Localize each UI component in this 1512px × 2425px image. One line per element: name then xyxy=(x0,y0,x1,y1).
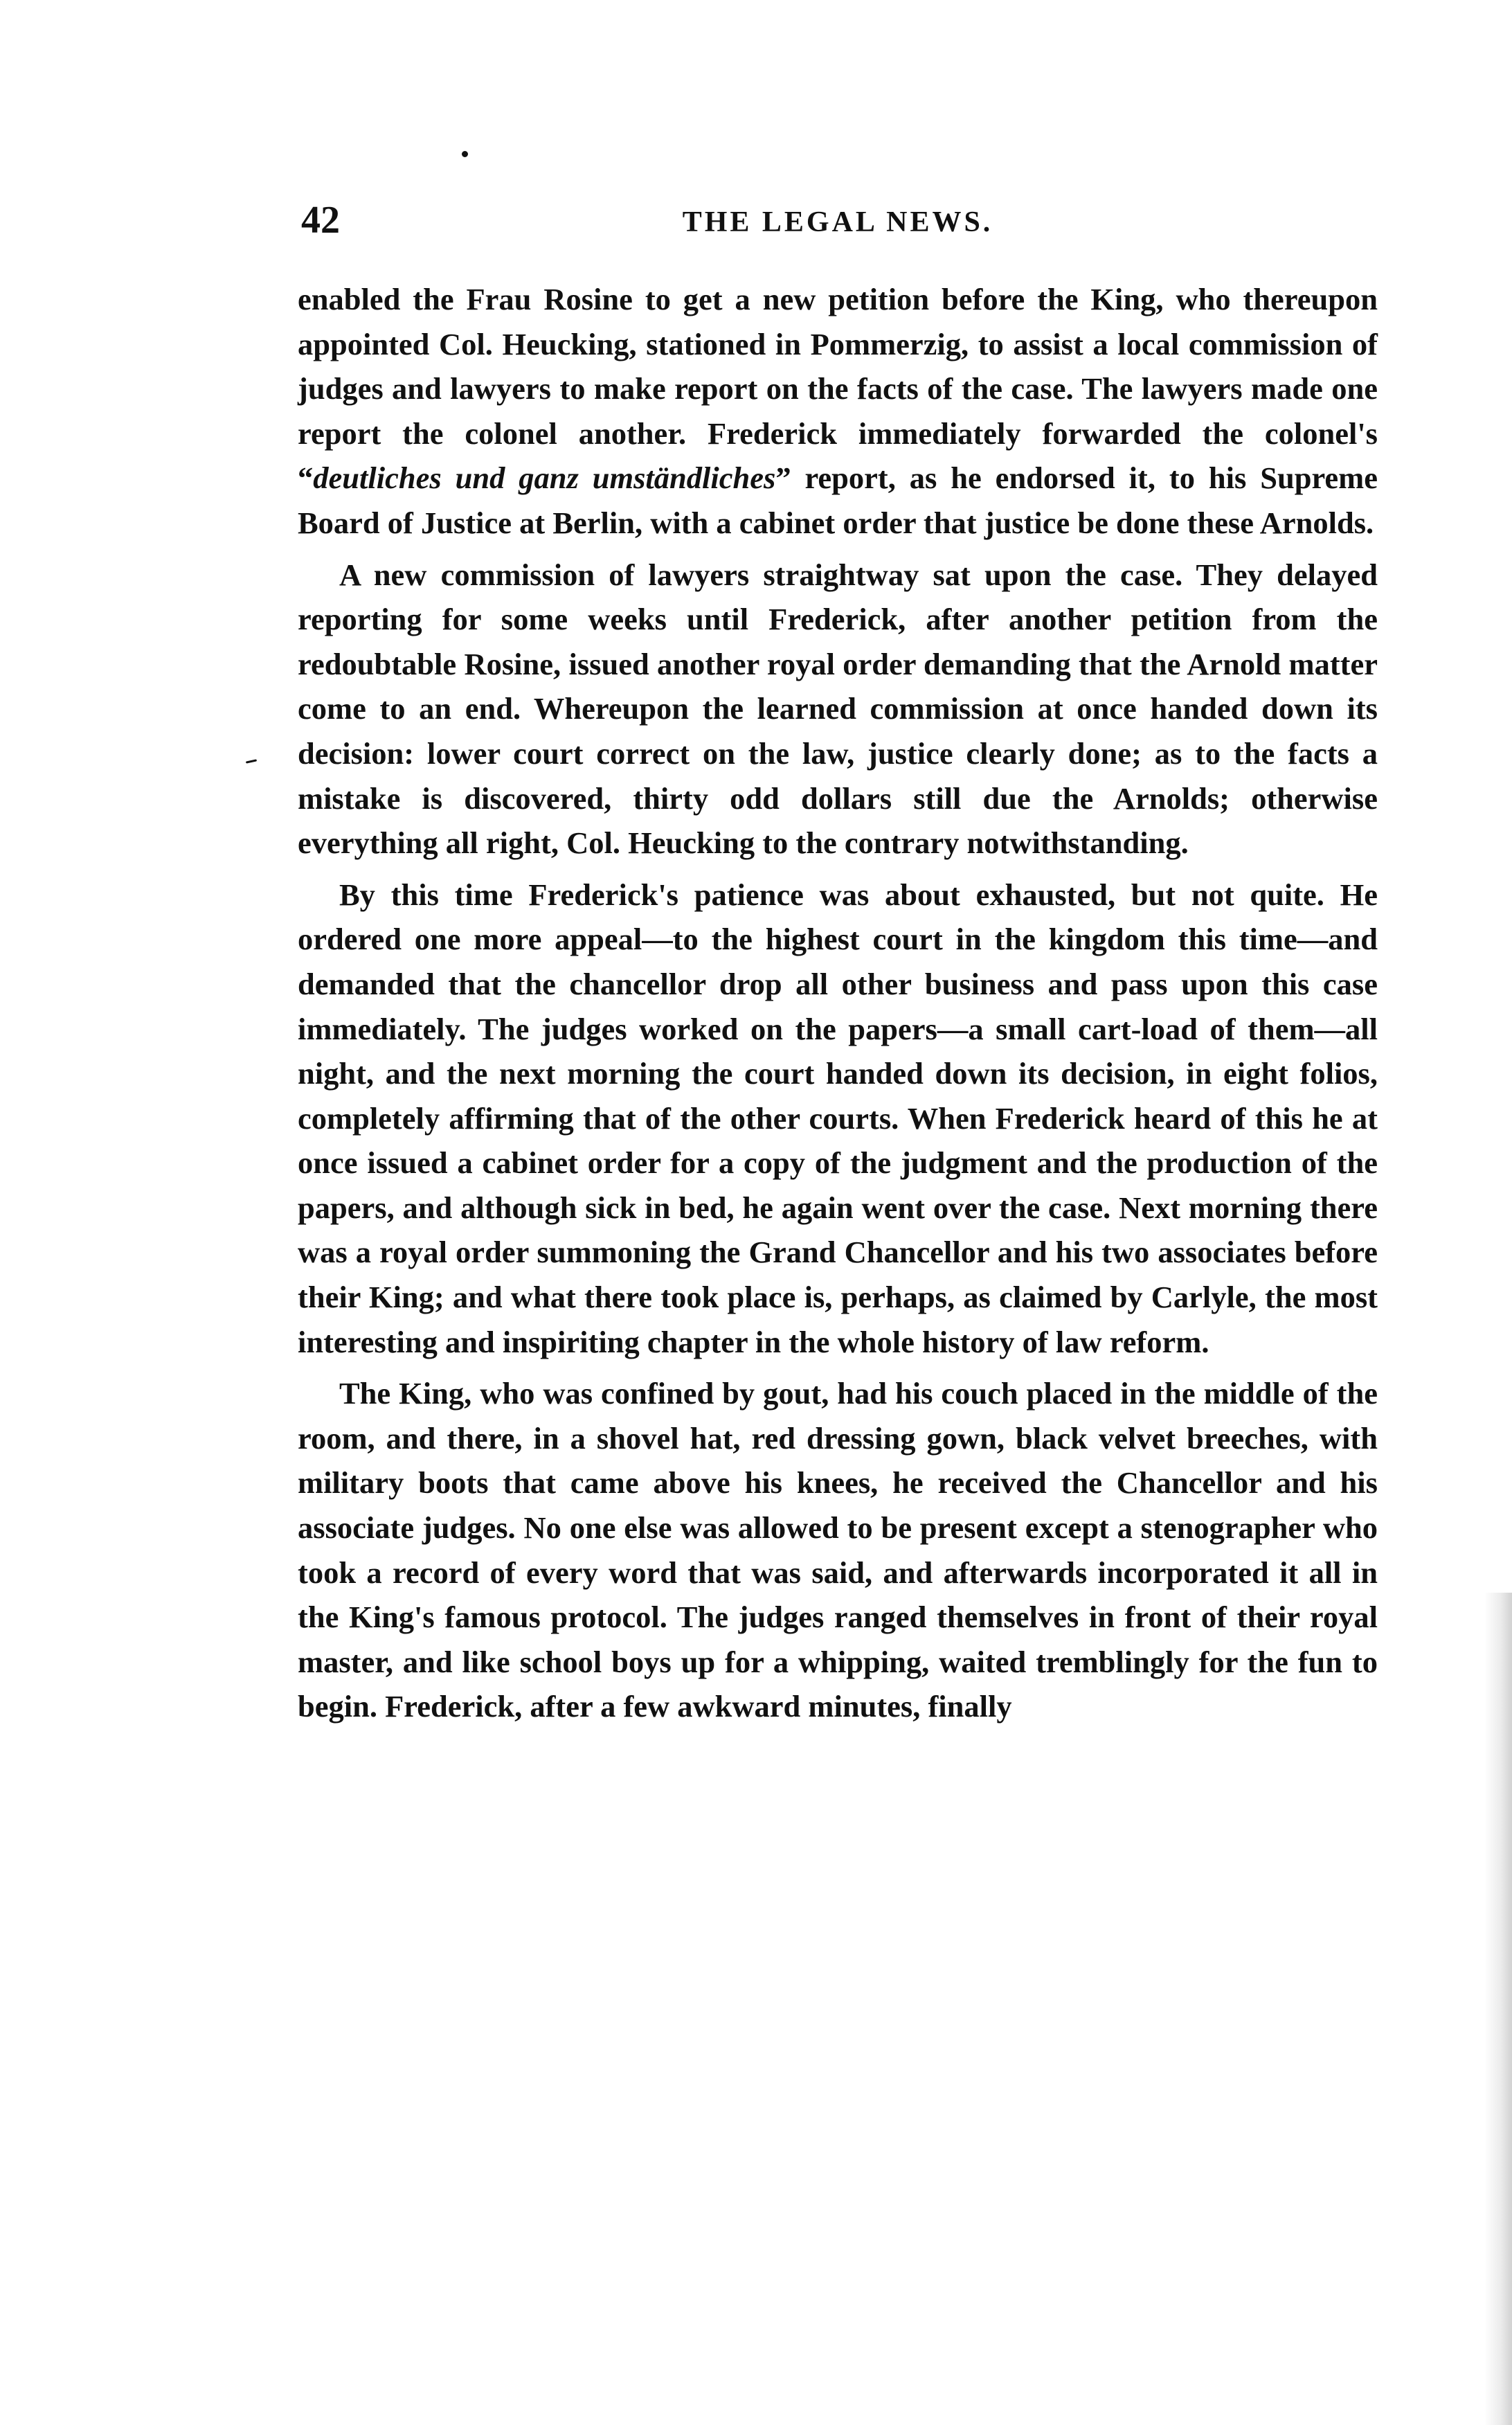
paragraph: The King, who was confined by gout, had his couch placed in the middle of the room, and there, in a shovel hat, red dressing gown, black velvet breeches, with military boots that came above his knees, he received the Chancellor and his associate judges. No one else was allowed to be present except a stenographer who took a record of every word that was said, and afterwards incorporated it all in the King's famous protocol. The judges ranged themselves in front of their royal master, and like school boys up for a whipping, waited tremblingly for the fun to begin. Frederick, after a few awkward minutes, finally xyxy=(298,1376,1378,1724)
paragraph: By this time Frederick's patience was about exhausted, but not quite. He ordered one more appeal—to the highest court in the kingdom this time—and demanded that the chancellor drop all other business and pass upon this case immediately. The judges worked on the papers—a small cart-load of them—all night, and the next morning the court handed down its decision, in eight folios, completely affirming that of the other courts. When Frederick heard of this he at once issued a cabinet order for a copy of the judgment and the production of the papers, and although sick in bed, he again went over the case. Next morning there was a royal order summoning the Grand Chancellor and his two associates before their King; and what there took place is, perhaps, as claimed by Carlyle, the most interesting and inspiriting chapter in the whole history of law reform. xyxy=(298,877,1378,1359)
page-header xyxy=(301,196,1374,244)
running-head: THE LEGAL NEWS. xyxy=(682,206,993,238)
page-number: 42 xyxy=(301,199,340,242)
ink-speck xyxy=(462,151,468,157)
paragraph-text: ” report, as he endorsed it, to his Supreme Board of Justice at Berlin, with a cabinet order that justice be done these Arnolds. xyxy=(298,460,1378,540)
paragraph-continued xyxy=(298,277,1378,546)
scan-edge-shadow xyxy=(1484,1593,1512,2425)
paragraph: A new commission of lawyers straightway sat upon the case. They delayed reporting for some weeks until Frederick, after another petition from the redoubtable Rosine, issued another royal order demanding that the Arnold matter come to an end. Whereupon the learned commission at once handed down its decision: lower court correct on the law, justice clearly done; as to the facts a mistake is discovered, thirty odd dollars still due the Arnolds; otherwise everything all right, Col. Heucking to the contrary notwithstanding. xyxy=(298,557,1378,861)
article-body xyxy=(298,277,1378,1736)
paragraph-text: enabled the Frau Rosine to get a new petition before the King, who thereupon appointed Col. Heucking, stationed in Pommerzig, to assist a local commission of judges and lawyers to make report on the facts of the case. The lawyers made one report the colonel another. Frederick immediately forwarded the colonel's “ xyxy=(298,282,1378,496)
ink-speck xyxy=(246,759,257,763)
german-quote: deutliches und ganz umständliches xyxy=(313,460,776,496)
